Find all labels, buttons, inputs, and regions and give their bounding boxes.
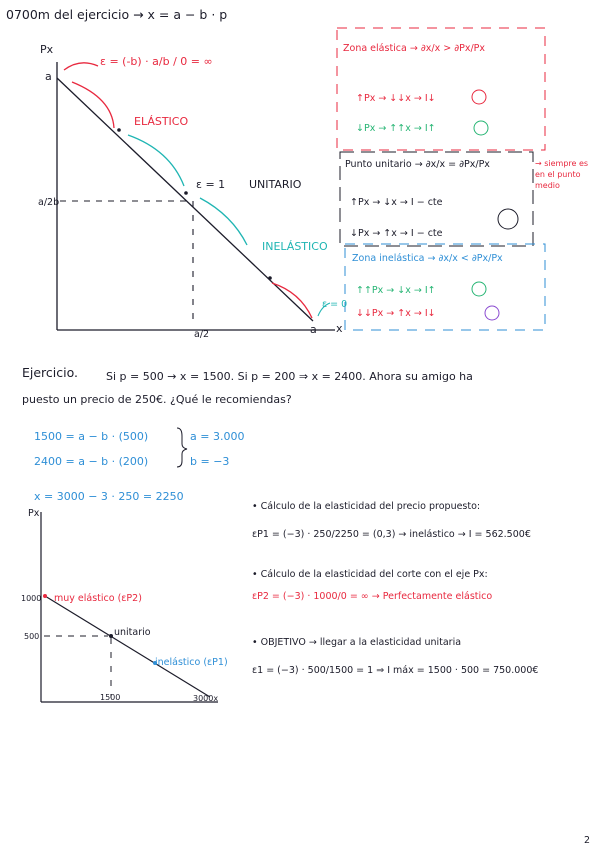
smiley-4 xyxy=(472,282,486,296)
calc2-formula: εP2 = (−3) · 1000/0 = ∞ → Perfectamente elástico xyxy=(252,591,493,602)
graph2-point-mid xyxy=(109,634,113,638)
exercise-heading: Ejercicio. xyxy=(22,365,79,380)
calc2-title: • Cálculo de la elasticidad del corte con el eje Px: xyxy=(252,569,488,580)
smiley-3 xyxy=(498,209,518,229)
arrow-inelastic-teal xyxy=(200,198,247,245)
graph2-y-label: Px xyxy=(28,508,40,519)
calc1-title: • Cálculo de la elasticidad del precio propuesto: xyxy=(252,501,481,512)
graph1-unitario-label: UNITARIO xyxy=(249,178,302,191)
exercise-statement-2: puesto un precio de 250€. ¿Qué le recomiendas? xyxy=(22,393,292,406)
smiley-2 xyxy=(474,121,488,135)
graph1-point-unit xyxy=(184,191,188,195)
box-inelastica-title: Zona inelástica → ∂x/x < ∂Px/Px xyxy=(352,253,503,264)
graph2-y-top: 1000 xyxy=(21,594,42,603)
box-unitario-note: → siempre es en el punto medio xyxy=(535,159,589,190)
graph1-inelastico-label: INELÁSTICO xyxy=(262,240,328,253)
box-elastica-line2: ↓Px → ↑↑x → I↑ xyxy=(356,123,436,134)
graph1-y-label: Px xyxy=(40,43,54,56)
graph1-elasticity-top: ε = (-b) · a/b / 0 = ∞ xyxy=(100,55,213,68)
smiley-5 xyxy=(485,306,499,320)
solution-a: a = 3.000 xyxy=(190,430,245,443)
graph1-unit-eq: ε = 1 xyxy=(196,178,226,191)
solution-b: b = −3 xyxy=(190,455,230,468)
graph1-a-top: a xyxy=(45,70,52,83)
system-brace xyxy=(177,428,187,467)
graph1-point-elastic xyxy=(117,128,121,132)
page-title: 0700m del ejercicio → x = a − b · p xyxy=(6,7,228,22)
graph1-x-label: x xyxy=(336,322,343,335)
graph1-a-right: a xyxy=(310,323,317,336)
box-elastica-title: Zona elástica → ∂x/x > ∂Px/Px xyxy=(343,43,486,54)
graph2-point-top xyxy=(43,594,47,598)
graph2-unitario: unitario xyxy=(114,627,151,638)
graph1-half-y-label: a/2b xyxy=(38,197,60,208)
calc1-formula: εP1 = (−3) · 250/2250 = (0,3) → inelástico → I = 562.500€ xyxy=(252,529,531,540)
arrow-top-red xyxy=(64,63,98,70)
equation-2: 2400 = a − b · (200) xyxy=(34,455,149,468)
box-elastica-line1: ↑Px → ↓↓x → I↓ xyxy=(356,93,436,104)
graph2-muy-elastico: muy elástico (εP2) xyxy=(54,593,142,604)
graph1-half-x-label: a/2 xyxy=(194,329,210,340)
graph2-inelastico: inelástico (εP1) xyxy=(155,657,228,668)
equation-1: 1500 = a − b · (500) xyxy=(34,430,149,443)
graph1-elastico-label: ELÁSTICO xyxy=(134,115,189,128)
box-unitario-title: Punto unitario → ∂x/x = ∂Px/Px xyxy=(345,159,490,170)
page-number: 2 xyxy=(584,835,591,846)
graph2-demand-line xyxy=(45,596,210,697)
arrow-elastic-red xyxy=(72,82,114,128)
exercise-statement-1: Si p = 500 → x = 1500. Si p = 200 ⇒ x = 2400. Ahora su amigo ha xyxy=(106,370,473,383)
box-inelastica-line2: ↓↓Px → ↑x → I↓ xyxy=(356,308,436,319)
calc3-title: • OBJETIVO → llegar a la elasticidad unitaria xyxy=(252,637,462,648)
graph2-x-end: 3000x xyxy=(193,694,219,703)
box-unitario-line2: ↓Px → ↑x → I − cte xyxy=(350,228,443,239)
graph2-x-mid: 1500 xyxy=(100,693,121,702)
graph1-zero-label: ε = 0 xyxy=(322,299,348,310)
arrow-elastic-teal xyxy=(128,135,184,186)
graph2-y-mid: 500 xyxy=(24,632,40,641)
box-inelastica-line1: ↑↑Px → ↓x → I↑ xyxy=(356,285,436,296)
x-calculation: x = 3000 − 3 · 250 = 2250 xyxy=(34,490,184,503)
graph1-point-inelastic xyxy=(268,276,272,280)
box-unitario-line1: ↑Px → ↓x → I − cte xyxy=(350,197,443,208)
calc3-formula: ε1 = (−3) · 500/1500 = 1 ⇒ I máx = 1500 · 500 = 750.000€ xyxy=(252,665,539,676)
smiley-1 xyxy=(472,90,486,104)
